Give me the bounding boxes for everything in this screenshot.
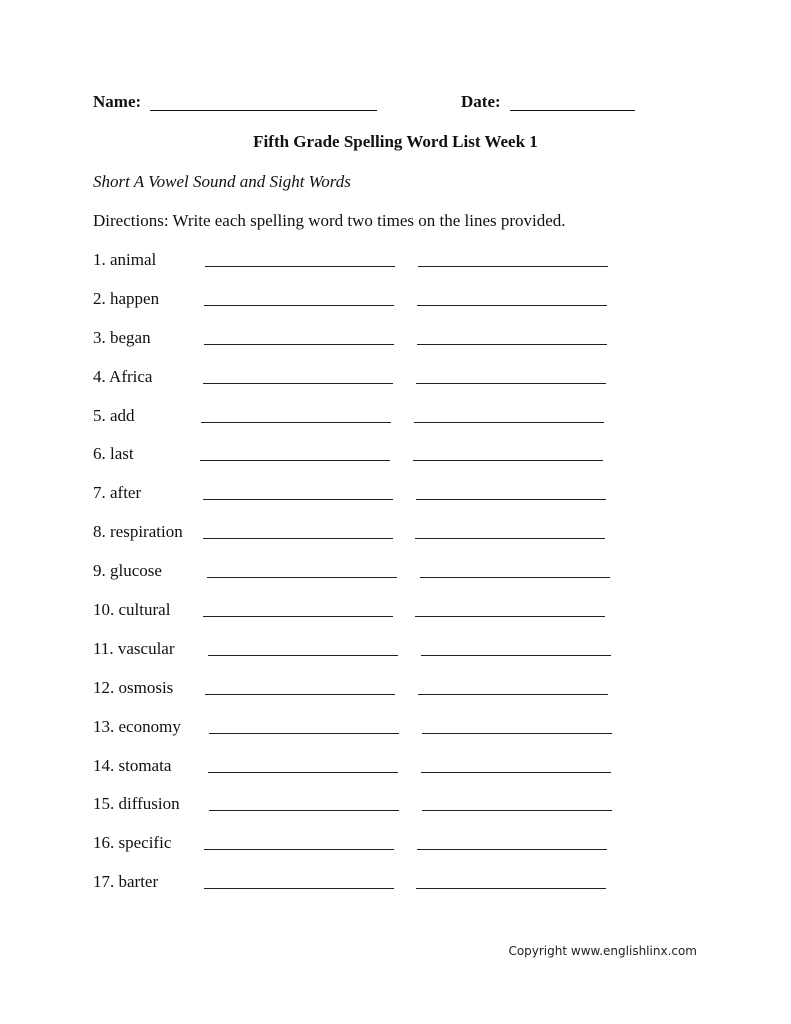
word-row	[93, 756, 653, 795]
name-label: Name:	[93, 92, 142, 111]
writing-line-first[interactable]	[203, 538, 393, 539]
spelling-word: 6. last	[93, 444, 134, 464]
writing-line-second[interactable]	[414, 422, 604, 423]
writing-line-first[interactable]	[204, 888, 394, 889]
writing-line-second[interactable]	[413, 460, 603, 461]
writing-line-second[interactable]	[420, 577, 610, 578]
spelling-word: 2. happen	[93, 288, 160, 308]
writing-line-first[interactable]	[208, 655, 398, 656]
spelling-word: 5. add	[93, 405, 135, 425]
writing-line-second[interactable]	[422, 810, 612, 811]
writing-line-second[interactable]	[418, 694, 608, 695]
writing-line-first[interactable]	[203, 616, 393, 617]
word-row	[93, 250, 653, 289]
writing-line-second[interactable]	[416, 499, 606, 500]
writing-line-first[interactable]	[208, 772, 398, 773]
writing-line-first[interactable]	[205, 694, 395, 695]
spelling-word: 10. cultural	[93, 600, 171, 620]
word-row	[93, 600, 653, 639]
word-row	[93, 678, 653, 717]
directions-text: Directions: Write each spelling word two times on the lines provided.	[93, 211, 566, 230]
writing-line-second[interactable]	[421, 772, 611, 773]
writing-line-first[interactable]	[204, 344, 394, 345]
spelling-word: 12. osmosis	[93, 677, 174, 697]
page-title: Fifth Grade Spelling Word List Week 1	[253, 132, 538, 151]
spelling-word: 14. stomata	[93, 755, 172, 775]
spelling-word: 1. animal	[93, 250, 157, 269]
writing-line-second[interactable]	[416, 383, 606, 384]
spelling-word: 16. specific	[93, 833, 172, 853]
spelling-word: 13. economy	[93, 716, 181, 736]
word-row	[93, 328, 653, 367]
spelling-word: 8. respiration	[93, 522, 183, 542]
word-row	[93, 872, 653, 911]
word-row	[93, 406, 653, 445]
writing-line-first[interactable]	[205, 266, 395, 267]
word-row	[93, 639, 653, 678]
copyright-notice: Copyright www.englishlinx.com	[508, 944, 697, 958]
spelling-word: 3. began	[93, 327, 151, 347]
spelling-word: 17. barter	[93, 872, 159, 892]
word-row	[93, 289, 653, 328]
writing-line-first[interactable]	[204, 849, 394, 850]
name-field-line[interactable]	[150, 110, 377, 111]
date-label: Date:	[461, 92, 501, 111]
spelling-word: 9. glucose	[93, 561, 162, 581]
page-subtitle: Short A Vowel Sound and Sight Words	[93, 172, 351, 191]
word-row	[93, 483, 653, 522]
writing-line-first[interactable]	[207, 577, 397, 578]
spelling-word: 7. after	[93, 483, 142, 503]
writing-line-first[interactable]	[200, 460, 390, 461]
writing-line-second[interactable]	[421, 655, 611, 656]
writing-line-second[interactable]	[418, 266, 608, 267]
writing-line-first[interactable]	[203, 383, 393, 384]
date-field-line[interactable]	[510, 110, 635, 111]
spelling-word: 15. diffusion	[93, 794, 180, 814]
writing-line-second[interactable]	[417, 849, 607, 850]
word-row	[93, 717, 653, 756]
word-row	[93, 561, 653, 600]
word-row	[93, 444, 653, 483]
writing-line-first[interactable]	[209, 733, 399, 734]
spelling-word: 11. vascular	[93, 638, 175, 658]
spelling-word: 4. Africa	[93, 366, 153, 386]
word-row	[93, 833, 653, 872]
writing-line-second[interactable]	[417, 305, 607, 306]
spelling-word-list	[93, 250, 653, 911]
word-row	[93, 367, 653, 406]
writing-line-first[interactable]	[203, 499, 393, 500]
word-row	[93, 794, 653, 833]
writing-line-second[interactable]	[417, 344, 607, 345]
word-row	[93, 522, 653, 561]
writing-line-first[interactable]	[201, 422, 391, 423]
writing-line-second[interactable]	[422, 733, 612, 734]
writing-line-second[interactable]	[416, 888, 606, 889]
writing-line-first[interactable]	[204, 305, 394, 306]
writing-line-second[interactable]	[415, 616, 605, 617]
writing-line-first[interactable]	[209, 810, 399, 811]
header-row	[93, 92, 653, 116]
writing-line-second[interactable]	[415, 538, 605, 539]
